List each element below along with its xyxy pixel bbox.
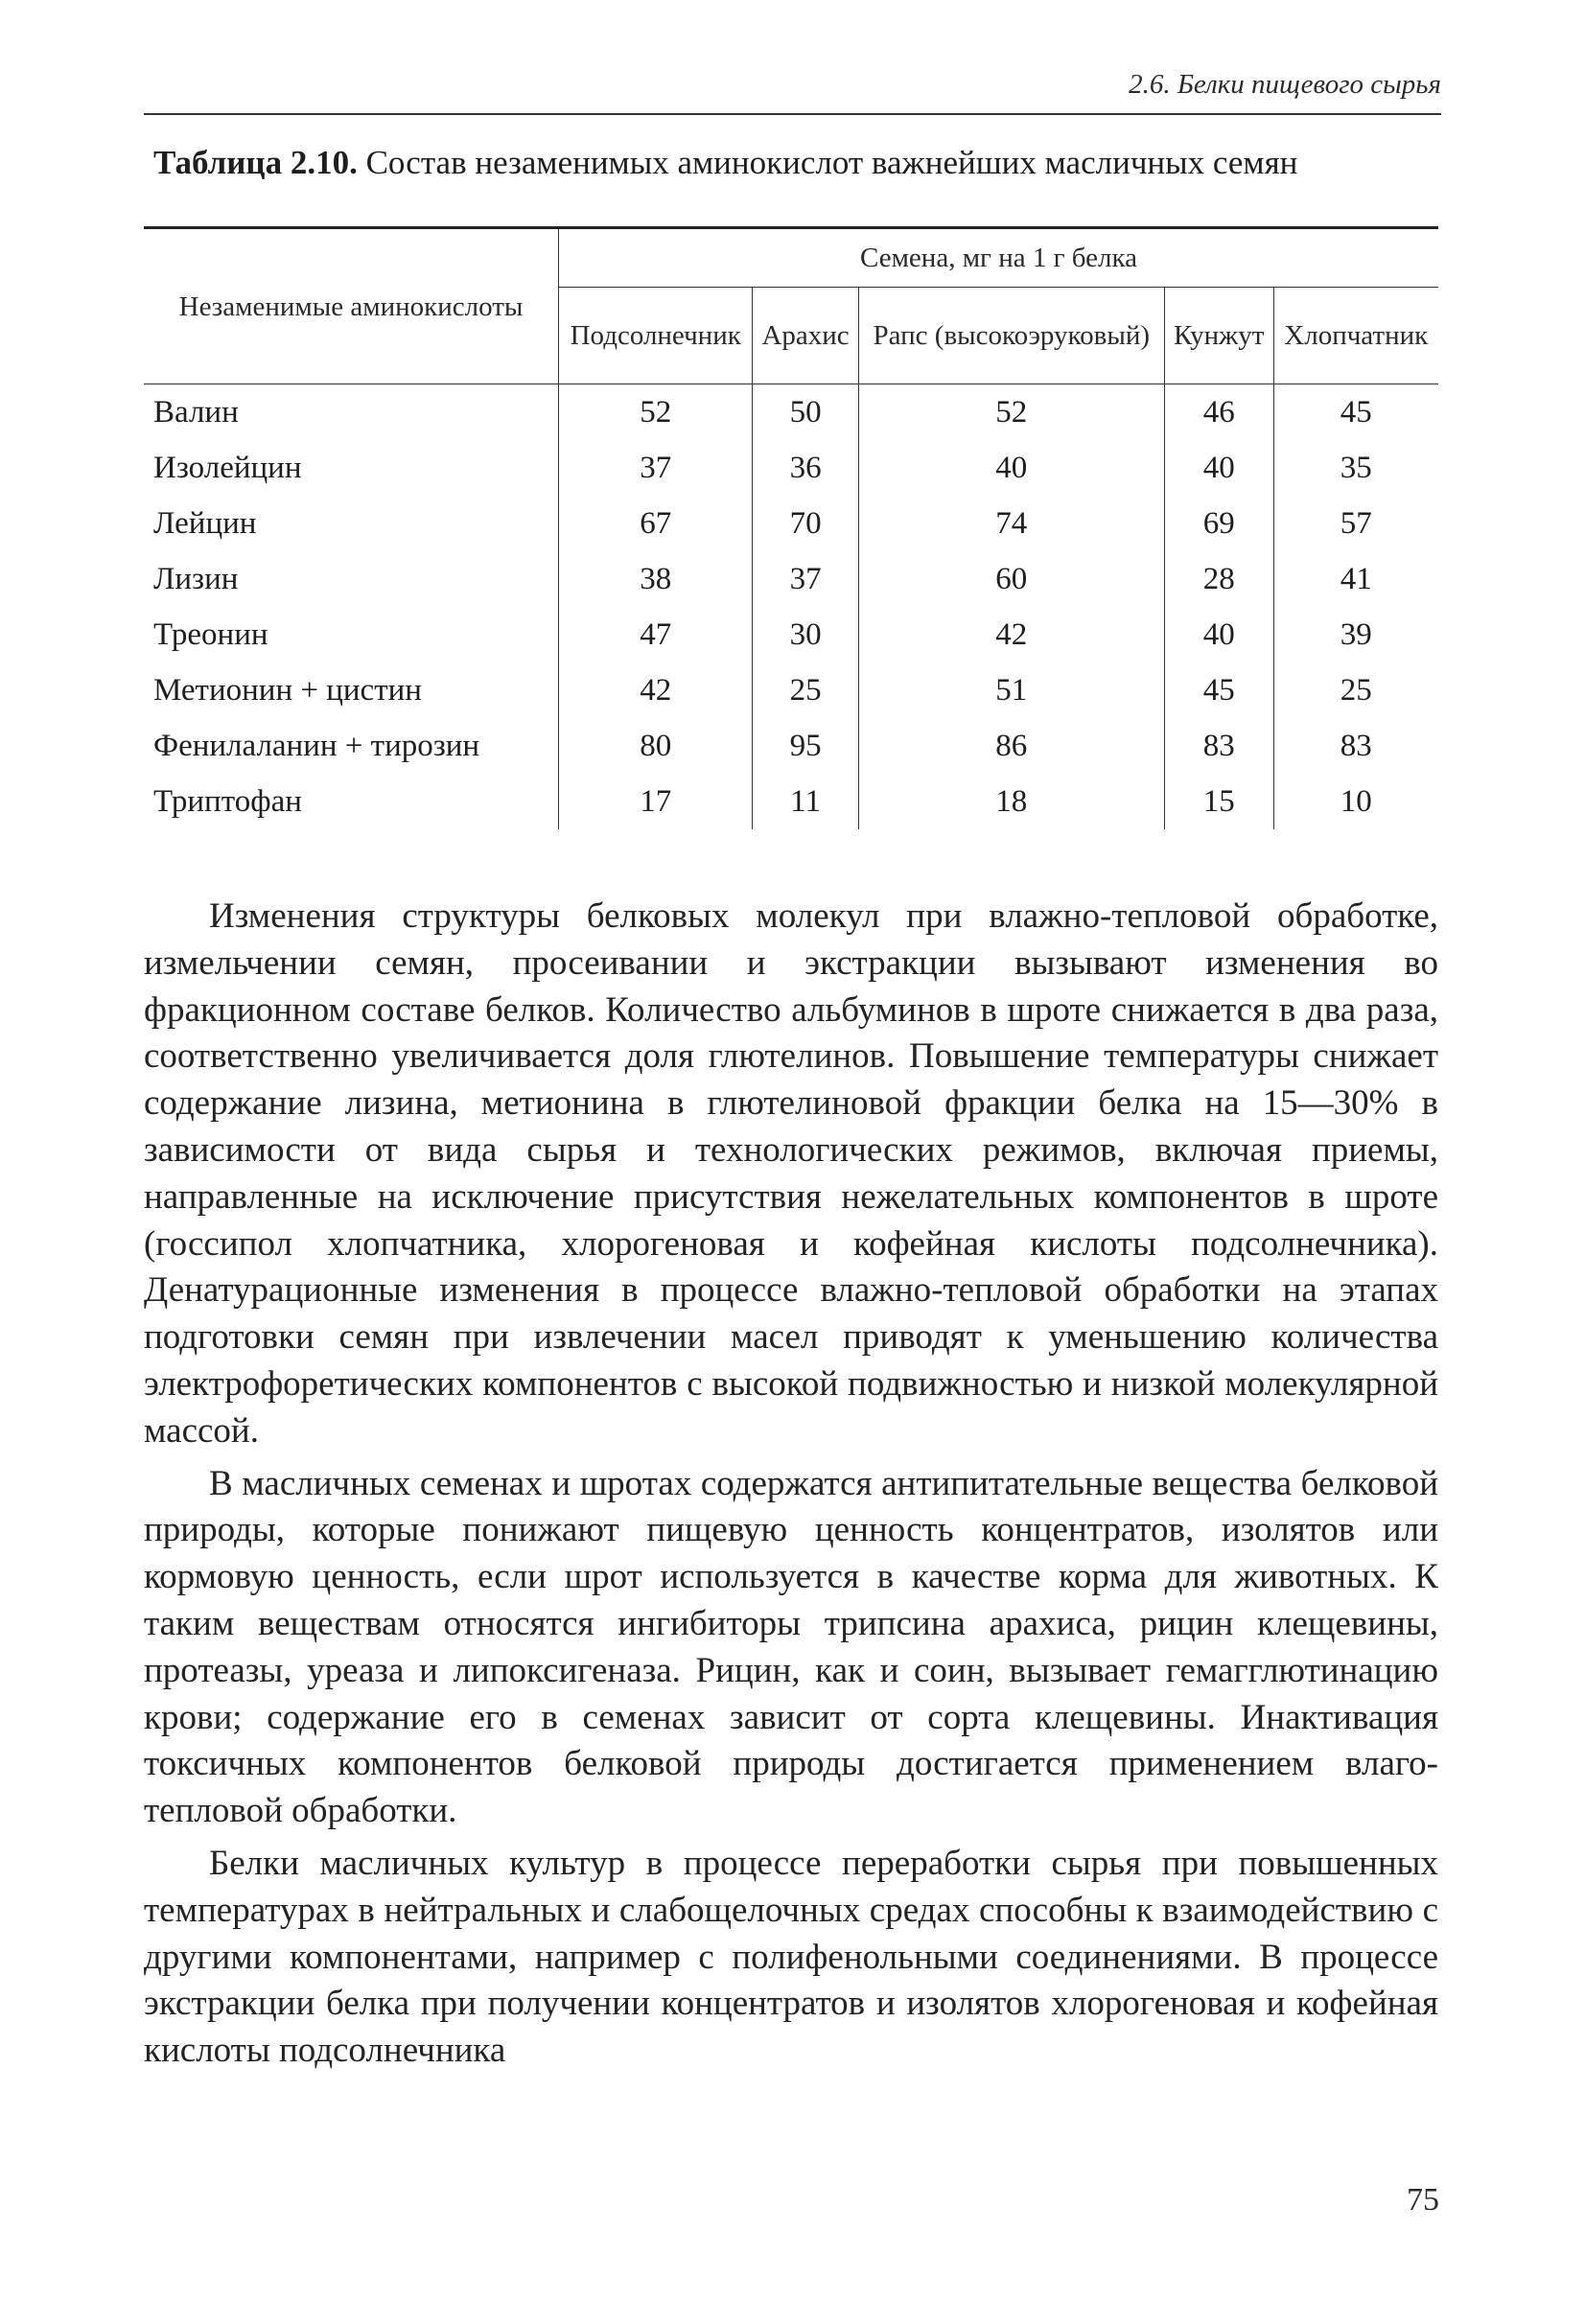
body-text bbox=[144, 894, 1438, 2080]
header-seeds-group: Семена, мг на 1 г белка bbox=[559, 228, 1439, 288]
table-cell: 45 bbox=[1340, 394, 1372, 430]
table-cell: 60 bbox=[858, 551, 1164, 607]
table-row bbox=[144, 384, 1438, 441]
table-row bbox=[144, 496, 1438, 551]
table-cell: 47 bbox=[559, 607, 753, 662]
amino-acid-table bbox=[144, 226, 1438, 829]
table-cell: 39 bbox=[1340, 616, 1372, 652]
table-cell: 41 bbox=[1340, 561, 1372, 596]
table-row bbox=[144, 774, 1438, 829]
table-cell: 25 bbox=[753, 662, 858, 718]
table-caption-label: Таблица 2.10. bbox=[153, 144, 358, 181]
table-cell: 36 bbox=[753, 440, 858, 496]
table-cell: 50 bbox=[753, 384, 858, 441]
amino-acid-name: Треонин bbox=[144, 607, 559, 662]
table-row bbox=[144, 662, 1438, 718]
table-cell: 57 bbox=[1340, 505, 1372, 541]
paragraph: Изменения структуры белковых молекул при влажно-тепловой обработке, измельчении семян, просеивании и экстракции вызывают изменения во фракционном составе белков. Количество альбуминов в шроте снижается в два раза, соответственно увеличивается доля глютелинов. Повышение температуры снижает содержание лизина, метионина в глютелиновой фракции белка на 15—30% в зависимости от вида сырья и технологических режимов, включая приемы, направленные на исключение присутствия нежелательных компонентов в шроте (госсипол хлопчатника, хлорогеновая и кофейная кислоты подсолнечника). Денатурационные изменения в процессе влажно-тепловой обработки на этапах подготовки семян при извлечении масел приводят к уменьшению количества электрофоретических компонентов с высокой подвижностью и низкой молекулярной массой. bbox=[144, 896, 1438, 1451]
column-header: Рапс (высокоэруковый) bbox=[858, 288, 1164, 384]
table-row bbox=[144, 551, 1438, 607]
table-cell: 18 bbox=[858, 774, 1164, 829]
table-cell: 80 bbox=[559, 718, 753, 774]
table-cell: 52 bbox=[559, 384, 753, 441]
table-cell: 83 bbox=[1164, 718, 1273, 774]
table-cell: 17 bbox=[559, 774, 753, 829]
table-cell: 95 bbox=[753, 718, 858, 774]
column-header: Подсолнечник bbox=[559, 288, 753, 384]
table-cell: 42 bbox=[559, 662, 753, 718]
amino-acid-name: Триптофан bbox=[144, 774, 559, 829]
table-cell: 35 bbox=[1340, 450, 1372, 485]
paragraph: В масличных семенах и шротах содержатся антипитательные вещества белковой природы, которые понижают пищевую ценность концентратов, изолятов или кормовую ценность, если шрот используется в качестве корма для животных. К таким веществам относятся ингибиторы трипсина арахиса, рицин клещевины, протеазы, уреаза и липоксигеназа. Рицин, как и соин, вызывает гемагглютинацию крови; содержание его в семенах зависит от сорта клещевины. Инактивация токсичных компонентов белковой природы достигается применением влаго-тепловой обработки. bbox=[144, 1463, 1438, 1831]
table-cell: 15 bbox=[1164, 774, 1273, 829]
page-number: 75 bbox=[1407, 2182, 1439, 2218]
table-cell: 10 bbox=[1340, 783, 1372, 819]
table-cell: 74 bbox=[858, 496, 1164, 551]
table-cell: 42 bbox=[858, 607, 1164, 662]
table-cell: 69 bbox=[1164, 496, 1273, 551]
table-row bbox=[144, 440, 1438, 496]
amino-acid-name: Метионин + цистин bbox=[144, 662, 559, 718]
table-cell: 11 bbox=[753, 774, 858, 829]
column-header: Арахис bbox=[753, 288, 858, 384]
amino-acid-name: Лизин bbox=[144, 551, 559, 607]
table-cell: 83 bbox=[1340, 728, 1372, 763]
table-cell: 40 bbox=[1164, 440, 1273, 496]
header-amino-acids: Незаменимые аминокислоты bbox=[144, 228, 559, 384]
table-caption-text: Состав незаменимых аминокислот важнейших масличных семян bbox=[365, 144, 1298, 181]
table-row bbox=[144, 607, 1438, 662]
table-cell: 70 bbox=[753, 496, 858, 551]
table-cell: 52 bbox=[858, 384, 1164, 441]
running-head: 2.6. Белки пищевого сырья bbox=[1129, 69, 1441, 100]
amino-acid-name: Лейцин bbox=[144, 496, 559, 551]
table-caption bbox=[153, 144, 1441, 182]
table-cell: 25 bbox=[1340, 672, 1372, 708]
paragraph: Белки масличных культур в процессе переработки сырья при повышенных температурах в нейтральных и слабощелочных средах способны к взаимодействию с другими компонентами, например с полифенольными соединениями. В процессе экстракции белка при получении концентратов и изолятов хлорогеновая и кофейная кислоты подсолнечника bbox=[144, 1843, 1438, 2071]
table-cell: 86 bbox=[858, 718, 1164, 774]
amino-acid-name: Валин bbox=[144, 384, 559, 441]
table-cell: 38 bbox=[559, 551, 753, 607]
column-header: Хлопчатник bbox=[1273, 288, 1438, 384]
table-row bbox=[144, 718, 1438, 774]
column-header: Кунжут bbox=[1164, 288, 1273, 384]
table-cell: 40 bbox=[858, 440, 1164, 496]
amino-acid-name: Фенилаланин + тирозин bbox=[144, 718, 559, 774]
table-cell: 67 bbox=[559, 496, 753, 551]
table-cell: 28 bbox=[1164, 551, 1273, 607]
table-cell: 40 bbox=[1164, 607, 1273, 662]
table-cell: 51 bbox=[858, 662, 1164, 718]
table-cell: 30 bbox=[753, 607, 858, 662]
table-cell: 46 bbox=[1164, 384, 1273, 441]
table-cell: 45 bbox=[1164, 662, 1273, 718]
table-cell: 37 bbox=[559, 440, 753, 496]
header-rule bbox=[144, 113, 1441, 115]
table-cell: 37 bbox=[753, 551, 858, 607]
amino-acid-name: Изолейцин bbox=[144, 440, 559, 496]
